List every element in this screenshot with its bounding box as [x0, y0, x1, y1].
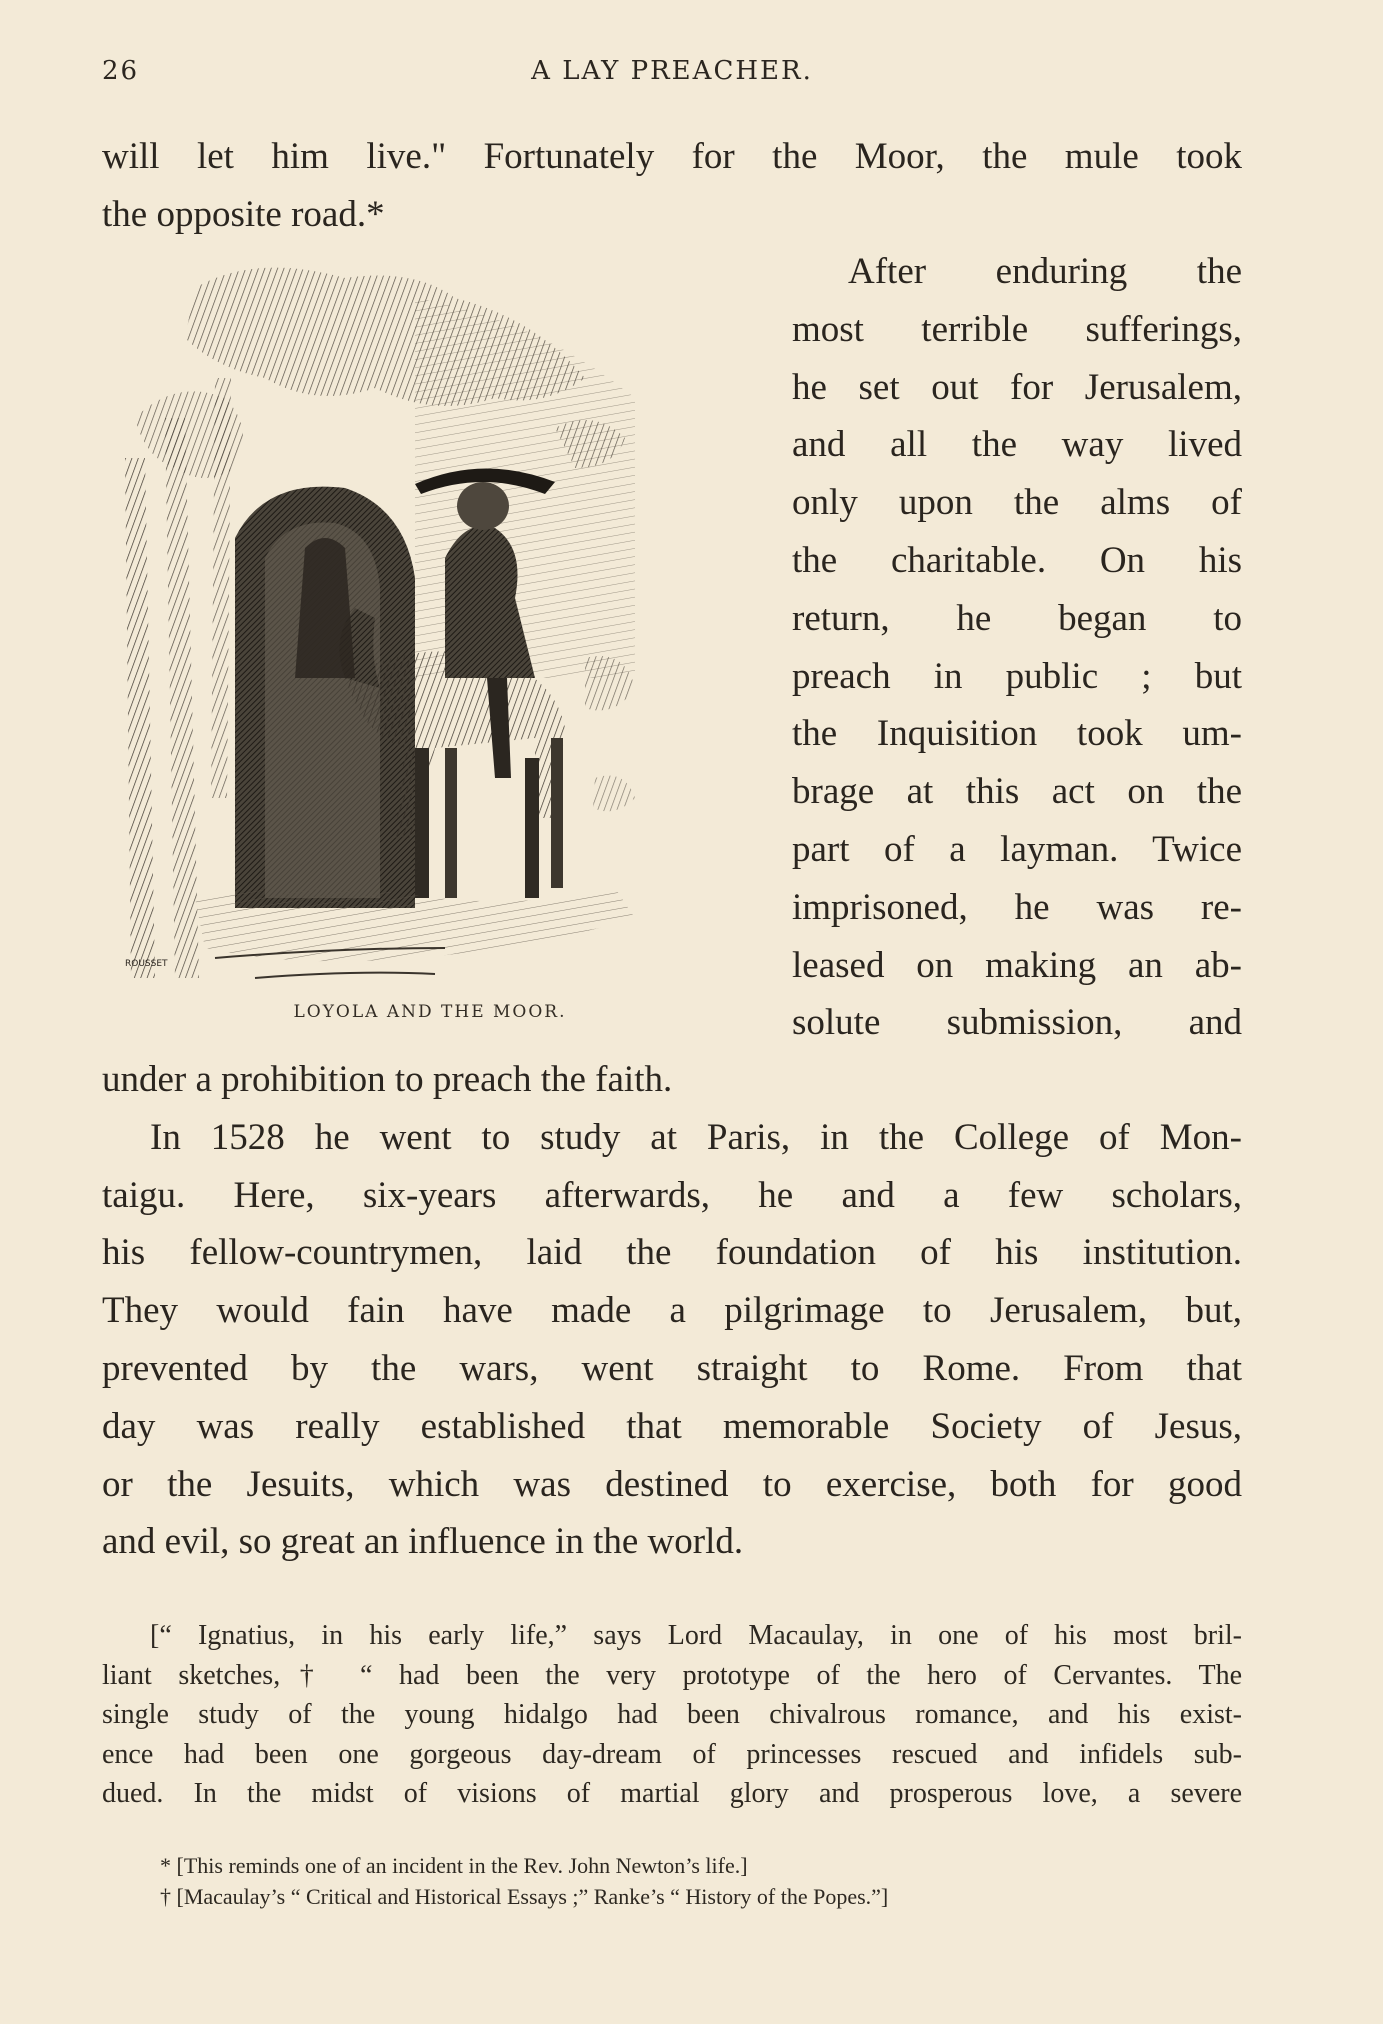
text-line: return, he began to — [792, 597, 1242, 639]
text-line: taigu. Here, six-years afterwards, he and a few scholars, — [102, 1174, 1242, 1216]
text-line: After enduring the — [848, 251, 1242, 292]
engraving-loyola-and-the-moor — [115, 258, 743, 998]
text-line: They would fain have made a pilgrimage to Jerusalem, but, — [102, 1290, 1242, 1332]
macaulay-quotation — [102, 1616, 1242, 1814]
text-line: and evil, so great an influence in the world. — [102, 1521, 744, 1563]
note-line: dued. In the midst of visions of martial glory and prosperous love, a severe — [102, 1778, 1242, 1809]
text-line: he set out for Jerusalem, — [792, 366, 1242, 408]
footnote-asterisk: * [This reminds one of an incident in the Rev. John Newton’s life.] — [160, 1853, 748, 1878]
illustration-caption: LOYOLA AND THE MOOR. — [293, 1002, 567, 1022]
text-line: will let him live." Fortunately for the Moor, the mule took — [102, 136, 1242, 177]
page-number: 26 — [102, 56, 140, 86]
footnotes — [160, 1850, 1240, 1912]
text-line: brage at this act on the — [792, 771, 1242, 813]
text-line: preach in public ; but — [792, 655, 1242, 697]
side-column-text — [792, 243, 1242, 1052]
text-line: In 1528 he went to study at Paris, in the College of Mon- — [150, 1116, 1242, 1158]
text-line: or the Jesuits, which was destined to exercise, both for good — [102, 1463, 1242, 1505]
text-line: day was really established that memorable Society of Jesus, — [102, 1405, 1242, 1447]
text-line: and all the way lived — [792, 424, 1242, 466]
text-line: solute submission, and — [792, 1002, 1242, 1044]
text-line: under a prohibition to preach the faith. — [102, 1059, 673, 1100]
text-line: imprisoned, he was re- — [792, 886, 1242, 928]
continuation-paragraph — [102, 1051, 1242, 1571]
opening-paragraph — [102, 128, 1242, 244]
text-line: only upon the alms of — [792, 482, 1242, 524]
text-line: the charitable. On his — [792, 539, 1242, 581]
note-line: single study of the young hidalgo had been chivalrous romance, and his exist- — [102, 1699, 1242, 1730]
text-line: leased on making an ab- — [792, 944, 1242, 986]
running-head — [102, 56, 1242, 96]
text-line: prevented by the wars, went straight to Rome. From that — [102, 1347, 1242, 1389]
text-line: part of a layman. Twice — [792, 828, 1242, 870]
footnote-dagger: † [Macaulay’s “ Critical and Historical Essays ;” Ranke’s “ History of the Popes.”] — [160, 1884, 889, 1909]
running-title: A LAY PREACHER. — [531, 56, 813, 86]
text-line: the Inquisition took um- — [792, 713, 1242, 755]
engraving-art — [115, 258, 743, 998]
engraver-signature: ROUSSET — [125, 959, 168, 969]
text-line: most terrible sufferings, — [792, 308, 1242, 350]
text-line: the opposite road.* — [102, 193, 385, 235]
note-line: liant sketches,† “ had been the very prototype of the hero of Cervantes. The — [102, 1659, 1242, 1691]
text-line: his fellow-countrymen, laid the foundation of his institution. — [102, 1232, 1242, 1274]
note-line: [“ Ignatius, in his early life,” says Lord Macaulay, in one of his most bril- — [150, 1620, 1242, 1651]
note-line: ence had been one gorgeous day-dream of princesses rescued and infidels sub- — [102, 1738, 1242, 1770]
